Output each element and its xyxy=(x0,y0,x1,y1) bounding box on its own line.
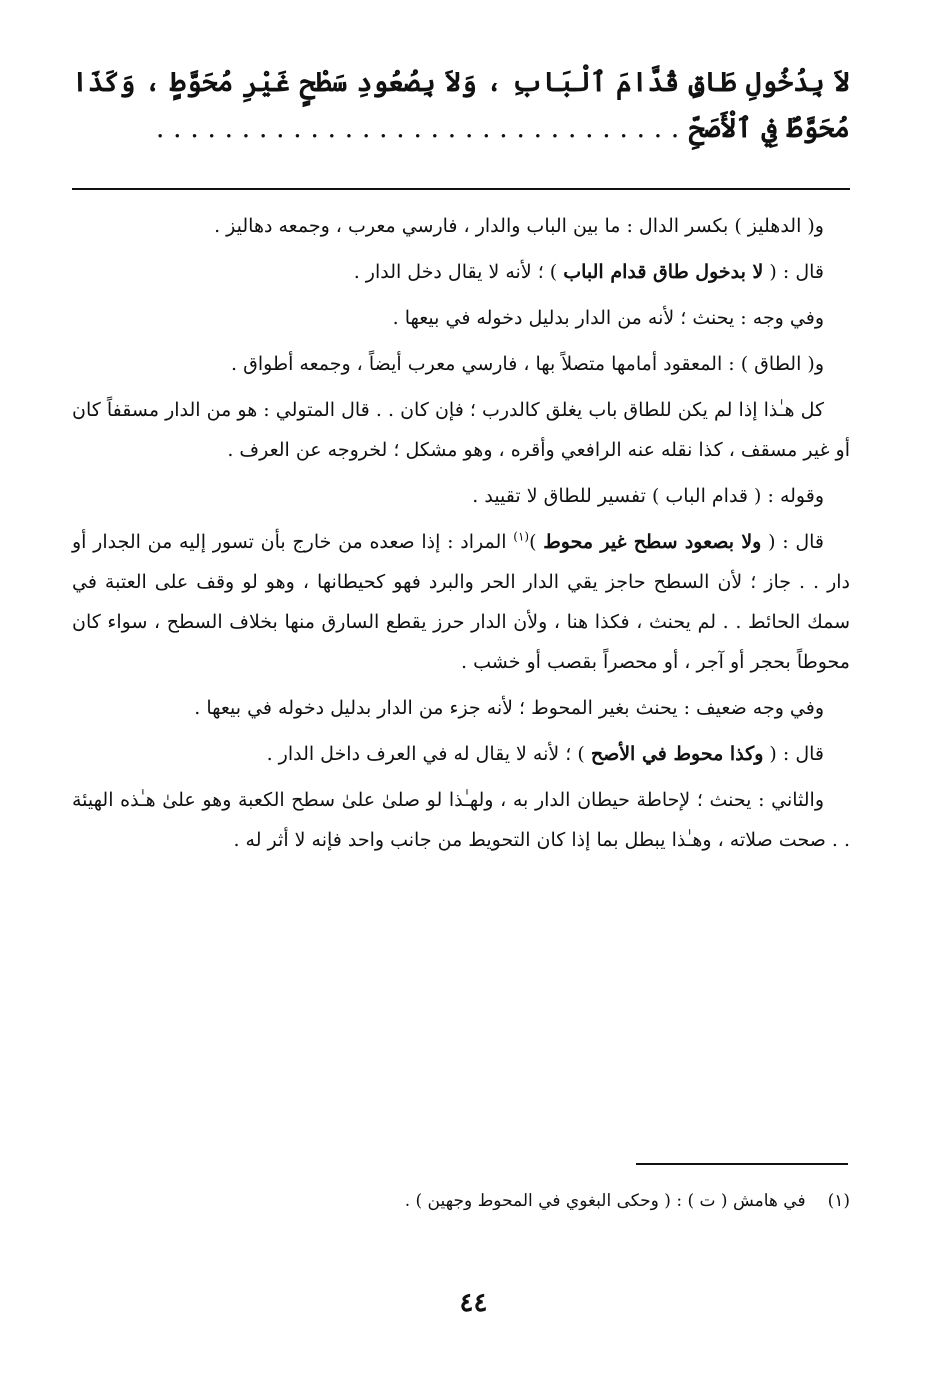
footnote xyxy=(72,1186,850,1216)
footnote-separator-rule xyxy=(636,1163,848,1165)
commentary-paragraph: كل هـٰذا إذا لم يكن للطاق باب يغلق كالدرب ؛ فإن كان . . قال المتولي : هو من الدار مسقفاً كان أو غير مسقف ، كذا نقله عنه الرافعي وأقره ، وهو مشكل ؛ لخروجه عن العرف . xyxy=(72,399,850,461)
commentary-paragraph: وفي وجه : يحنث ؛ لأنه من الدار بدليل دخوله في بيعها . xyxy=(392,307,824,329)
commentary-paragraph xyxy=(72,522,850,682)
commentary-paragraph: و( الطاق ) : المعقود أمامها متصلاً بها ، فارسي معرب أيضاً ، وجمعه أطواق . xyxy=(231,353,824,375)
matn-line: لاَ بِدُخُولِ طَاقٍ قُدَّامَ ٱلْبَابِ ، وَلاَ بِصُعُودِ سَطْحٍ غَيْرِ مُحَوَّطٍ ، وَكَذَا مُحَوَّطٌ فِي ٱلْأَصَحِّ xyxy=(72,67,850,144)
quoted-matn: وكذا محوط في الأصح xyxy=(590,743,764,765)
matn-separator-rule xyxy=(72,188,850,190)
quoted-matn: لا بدخول طاق قدام الباب xyxy=(563,261,764,283)
commentary-paragraph: والثاني : يحنث ؛ لإحاطة حيطان الدار به ، ولهـٰذا لو صلىٰ علىٰ سطح الكعبة وهو علىٰ هـٰذه الهيئة . . صحت صلاته ، وهـٰذا يبطل بما إذا كان التحويط من جانب واحد فإنه لا أثر له . xyxy=(72,789,850,851)
footnote-number: (١) xyxy=(827,1191,850,1211)
text-run: ) ؛ لأنه لا يقال له في العرف داخل الدار . xyxy=(266,743,591,765)
text-run: قال : ( xyxy=(763,261,824,283)
commentary-block xyxy=(72,206,850,866)
commentary-paragraph: وفي وجه ضعيف : يحنث بغير المحوط ؛ لأنه جزء من الدار بدليل دخوله في بيعها . xyxy=(194,697,824,719)
commentary-paragraph: و( الدهليز ) بكسر الدال : ما بين الباب والدار ، فارسي معرب ، وجمعه دهاليز . xyxy=(214,215,824,237)
matn-block xyxy=(72,60,850,152)
commentary-paragraph xyxy=(72,252,850,292)
page-number: ٤٤ xyxy=(459,1288,488,1318)
quoted-matn: ولا بصعود سطح غير محوط xyxy=(543,531,762,553)
footnote-marker: (١) xyxy=(513,529,530,544)
text-run: ) xyxy=(529,531,544,553)
footnote-text: في هامش ( ت ) : ( وحكى البغوي في المحوط وجهين ) . xyxy=(404,1191,806,1211)
text-run: ) ؛ لأنه لا يقال دخل الدار . xyxy=(353,261,564,283)
matn-dots: . . . . . . . . . . . . . . . . . . . . . . . . . . . . . . . xyxy=(155,113,680,144)
matn-text xyxy=(72,60,850,152)
text-run: المراد : إذا صعده من خارج بأن تسور إليه من الجدار أو دار . . جاز ؛ لأن السطح حاجز يقي الدار الحر والبرد فهو كحيطانها ، وهو لو وقف على العتبة في سمك الحائط . . لم يحنث ، فكذا هنا ، ولأن الدار حرز يقطع السارق منها بخلاف السطح ، سواء كان محوطاً بحجر أو آجر ، أو محصراً بقصب أو خشب . xyxy=(72,531,850,673)
commentary-paragraph xyxy=(72,734,850,774)
commentary-paragraph: وقوله : ( قدام الباب ) تفسير للطاق لا تقييد . xyxy=(472,485,824,507)
text-run: قال : ( xyxy=(763,743,824,765)
text-run: قال : ( xyxy=(761,531,825,553)
